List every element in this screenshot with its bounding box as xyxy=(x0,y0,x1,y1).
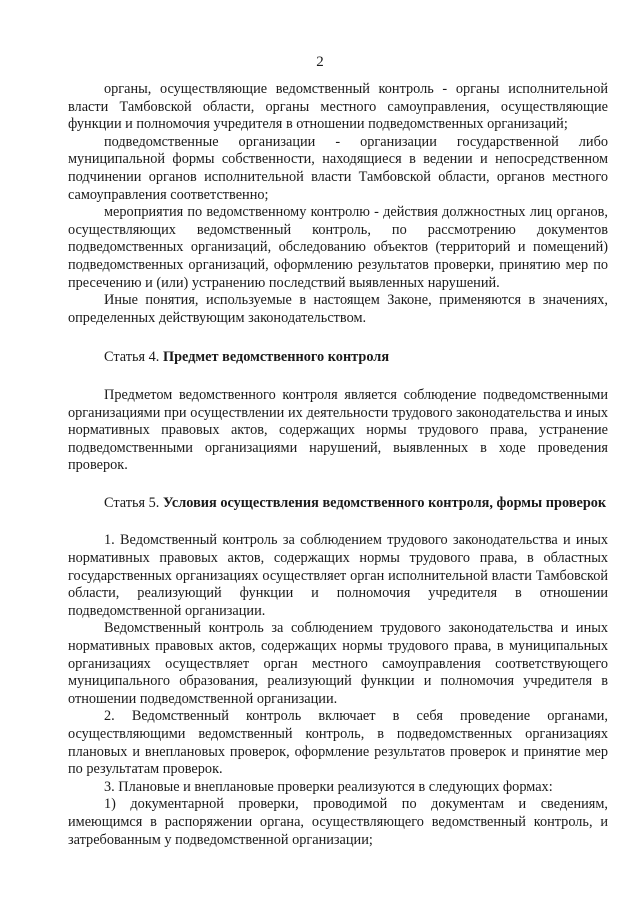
article-5-paragraph: 1) документарной проверки, проводимой по документам и сведениям, имеющимся в распоряжении органа, осуществляющего ведомственный контроль, и затребованным у подведомственной организации; xyxy=(68,796,608,848)
article-4-paragraph: Предметом ведомственного контроля является соблюдение подведомственными организациями при осуществлении их деятельности трудового законодательства и иных нормативных правовых актов, содержащих нормы трудового права, устранение подведомственными организациями нарушений, выявленных в ходе проведения проверок. xyxy=(68,386,608,474)
document-body xyxy=(68,81,608,849)
article-4-heading xyxy=(68,349,608,367)
definition-paragraph: органы, осуществляющие ведомственный контроль - органы исполнительной власти Тамбовской области, органы местного самоуправления, осуществляющие функции и полномочия учредителя в отношении подведомственных организаций; xyxy=(68,81,608,133)
article-5-paragraph: 1. Ведомственный контроль за соблюдением трудового законодательства и иных нормативных правовых актов, содержащих нормы трудового права, в областных государственных организациях осуществляет орган исполнительной власти Тамбовской области, реализующий функции и полномочия учредителя в отношении подведомственной организации. xyxy=(68,532,608,619)
article-5-title: Условия осуществления ведомственного контроля, формы проверок xyxy=(162,494,607,511)
article-5-heading xyxy=(68,495,608,513)
article-5-paragraph: Ведомственный контроль за соблюдением трудового законодательства и иных нормативных правовых актов, содержащих нормы трудового права, в муниципальных организациях осуществляет орган местного самоуправления соответствующего муниципального образования, реализующий функции и полномочия учредителя в отношении подведомственной организации. xyxy=(68,620,608,707)
definition-paragraph: Иные понятия, используемые в настоящем Законе, применяются в значениях, определенных действующим законодательством. xyxy=(68,292,608,326)
definition-paragraph: мероприятия по ведомственному контролю - действия должностных лиц органов, осуществляющих ведомственный контроль, по рассмотрению документов подведомственных организаций, обследованию объектов (территорий и помещений) подведомственных организаций, оформлению результатов проверки, принятию мер по пресечению и (или) устранению последствий выявленных нарушений. xyxy=(68,204,608,291)
definition-paragraph: подведомственные организации - организации государственной либо муниципальной формы собственности, находящиеся в ведении и непосредственном подчинении органов исполнительной власти Тамбовской области, органов местного самоуправления соответственно; xyxy=(68,133,608,203)
article-5-paragraph: 2. Ведомственный контроль включает в себя проведение органами, осуществляющими ведомственный контроль, в подведомственных организациях плановых и внеплановых проверок, оформление результатов проверок и принятие мер по результатам проверок. xyxy=(68,708,608,778)
page-number: 2 xyxy=(316,54,324,70)
article-5-paragraph: 3. Плановые и внеплановые проверки реализуются в следующих формах: xyxy=(104,778,553,795)
article-4-prefix: Статья 4. xyxy=(104,349,163,366)
article-5-prefix: Статья 5. xyxy=(104,494,163,511)
article-4-title: Предмет ведомственного контроля xyxy=(162,349,390,366)
